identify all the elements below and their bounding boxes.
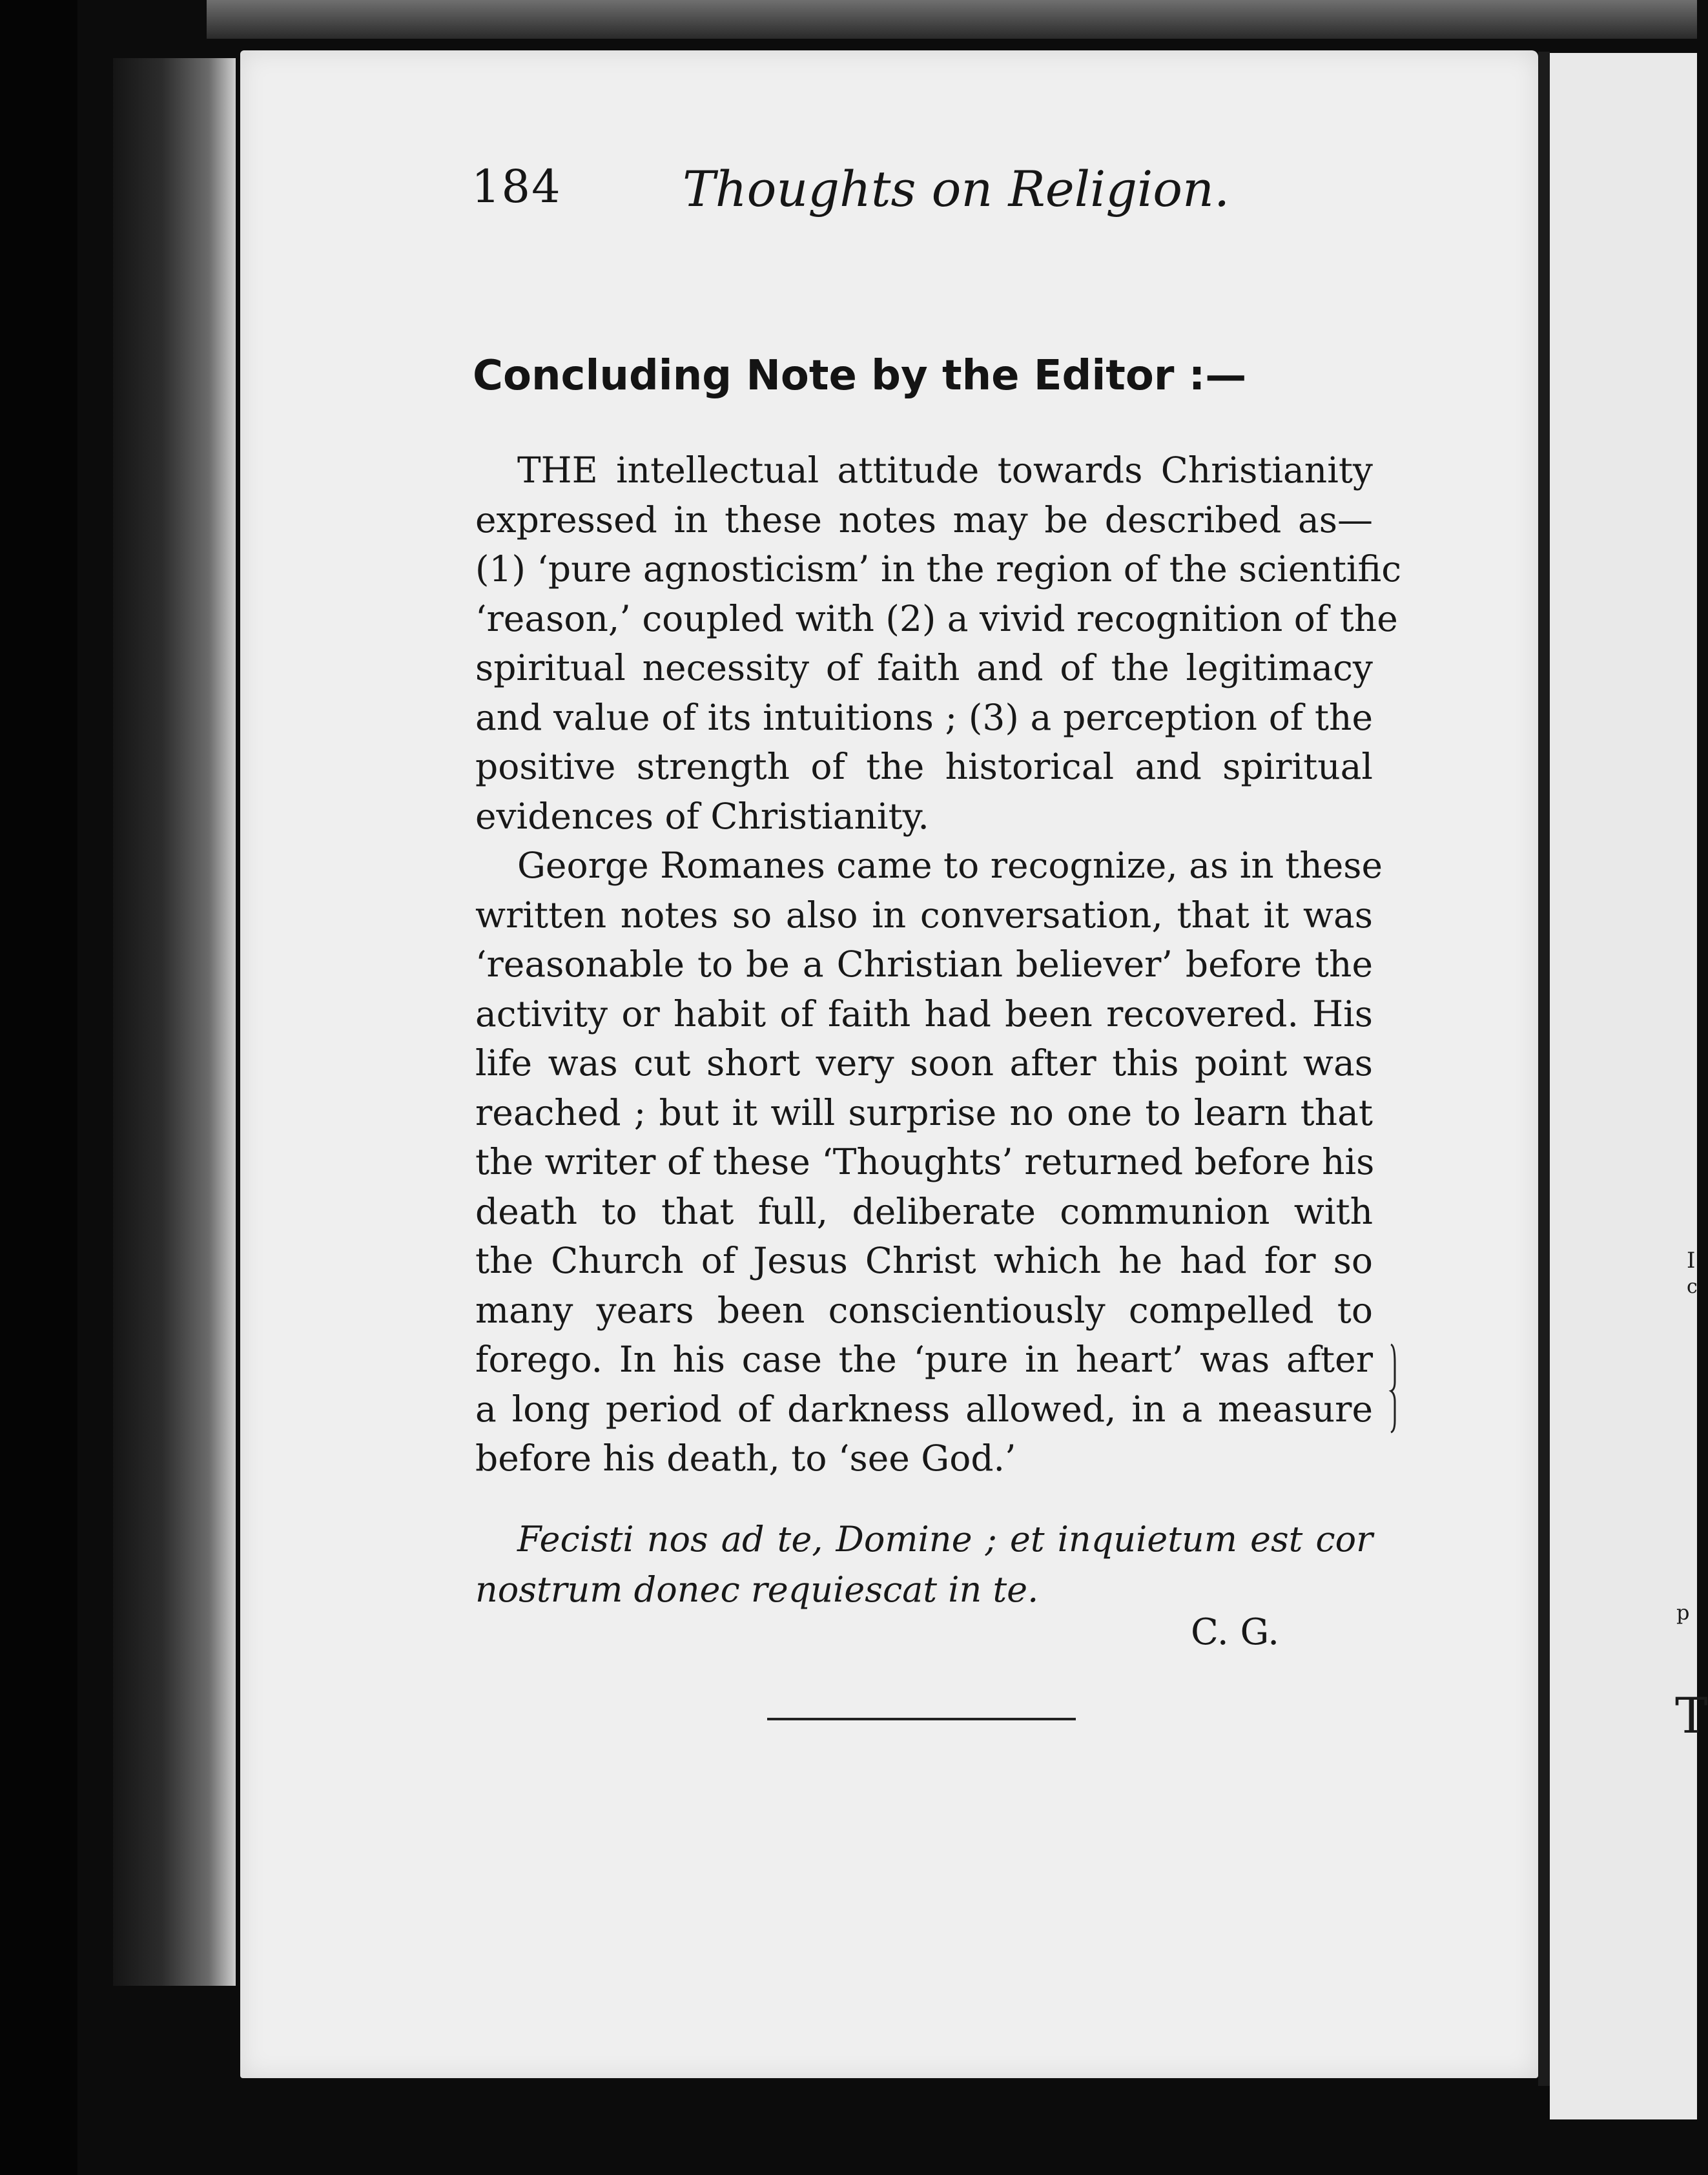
paragraph-2 bbox=[475, 841, 1383, 1483]
text-line: death to that full, deliberate communion with bbox=[475, 1190, 1373, 1232]
text-line: the writer of these ‘Thoughts’ returned before his bbox=[475, 1141, 1375, 1182]
section-heading: Concluding Note by the Editor :— bbox=[473, 352, 1247, 400]
text-line: many years been conscientiously compelled to bbox=[475, 1289, 1373, 1331]
page-stack-edge bbox=[113, 58, 236, 1986]
facing-page-fragment: T bbox=[1675, 1687, 1708, 1744]
text-line: expressed in these notes may be described as— bbox=[475, 499, 1373, 541]
text-line: written notes so also in conversation, that it was bbox=[475, 894, 1373, 936]
text-line: life was cut short very soon after this point was bbox=[475, 1042, 1373, 1084]
body-text bbox=[475, 446, 1402, 1483]
facing-page-edge bbox=[1550, 53, 1697, 2119]
text-line: George Romanes came to recognize, as in these bbox=[517, 845, 1383, 886]
text-line: (1) ‘pure agnosticism’ in the region of the scientific bbox=[475, 548, 1402, 590]
top-edge-shadow bbox=[207, 0, 1697, 39]
gutter-divider bbox=[1538, 52, 1550, 2086]
text-line: THE intellectual attitude towards Christianity bbox=[517, 449, 1373, 491]
text-line: spiritual necessity of faith and of the legitimacy bbox=[475, 647, 1373, 688]
facing-page-fragment: p bbox=[1676, 1600, 1690, 1625]
book-spine-shadow bbox=[0, 0, 77, 2175]
closing-rule bbox=[767, 1718, 1076, 1720]
text-line: reached ; but it will surprise no one to learn that bbox=[475, 1091, 1373, 1133]
text-line: ‘reason,’ coupled with (2) a vivid recognition of the bbox=[475, 597, 1398, 639]
page-number: 184 bbox=[471, 160, 562, 213]
text-line: and value of its intuitions ; (3) a perception of the bbox=[475, 696, 1373, 738]
text-line: Fecisti nos ad te, Domine ; et inquietum est cor bbox=[517, 1519, 1373, 1560]
margin-bracket-mark bbox=[1388, 1343, 1397, 1434]
facing-page-fragment: I bbox=[1687, 1248, 1696, 1273]
text-line: a long period of darkness allowed, in a measure bbox=[475, 1388, 1373, 1430]
text-line: evidences of Christianity. bbox=[475, 795, 929, 837]
latin-quotation bbox=[475, 1514, 1373, 1615]
running-title: Thoughts on Religion. bbox=[683, 160, 1230, 218]
text-line: positive strength of the historical and spiritual bbox=[475, 746, 1373, 787]
text-line: before his death, to ‘see God.’ bbox=[475, 1438, 1016, 1479]
text-line: ‘reasonable to be a Christian believer’ before the bbox=[475, 943, 1373, 985]
text-line: the Church of Jesus Christ which he had for so bbox=[475, 1240, 1373, 1281]
facing-page-fragment: c bbox=[1687, 1275, 1698, 1298]
text-line: forego. In his case the ‘pure in heart’ was after bbox=[475, 1339, 1373, 1380]
text-line: activity or habit of faith had been recovered. His bbox=[475, 993, 1373, 1035]
text-line: nostrum donec requiescat in te. bbox=[475, 1569, 1039, 1610]
editor-signature: C. G. bbox=[1191, 1611, 1279, 1653]
paragraph-1 bbox=[475, 446, 1402, 841]
